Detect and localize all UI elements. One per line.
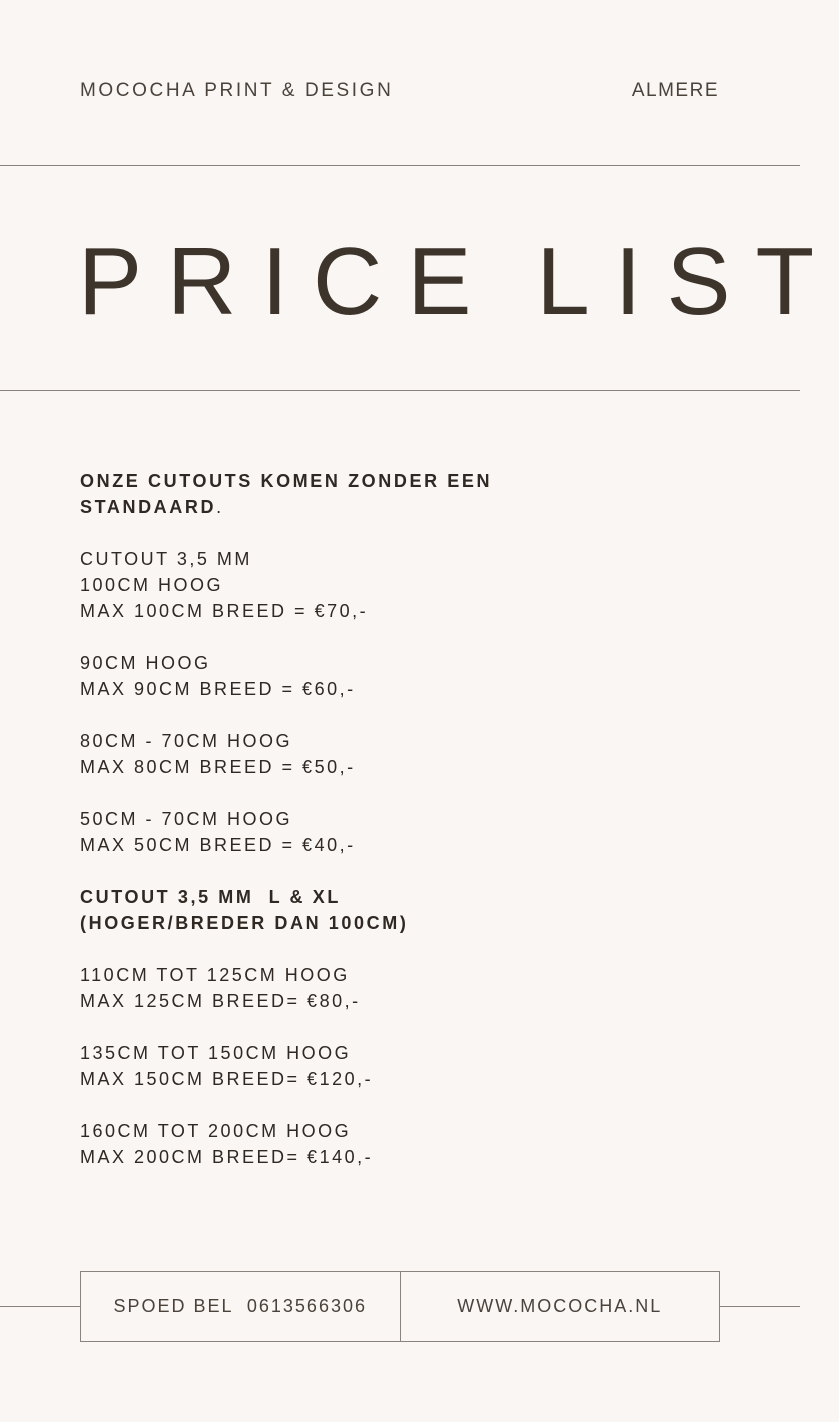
footer-contact-box <box>80 1271 720 1342</box>
price-line: MAX 200CM BREED= €140,- <box>80 1147 374 1167</box>
price-block-125 <box>80 962 580 1014</box>
price-line: 110CM TOT 125CM HOOG <box>80 965 350 985</box>
price-block-50 <box>80 806 580 858</box>
price-content <box>80 468 580 1196</box>
price-line: 50CM - 70CM HOOG <box>80 809 293 829</box>
price-line: 135CM TOT 150CM HOOG <box>80 1043 352 1063</box>
price-line: MAX 50CM BREED = €40,- <box>80 835 356 855</box>
price-line: MAX 90CM BREED = €60,- <box>80 679 356 699</box>
intro-period: . <box>216 497 224 517</box>
xl-heading-line-2: (HOGER/BREDER DAN 100CM) <box>80 913 409 933</box>
price-line: MAX 100CM BREED = €70,- <box>80 601 369 621</box>
page-title <box>78 222 839 342</box>
phone-contact[interactable]: SPOED BEL 0613566306 <box>113 1296 367 1316</box>
price-block-200 <box>80 1118 580 1170</box>
price-block-90 <box>80 650 580 702</box>
xl-heading-line-1: CUTOUT 3,5 MM L & XL <box>80 887 341 907</box>
title-word-list: LIST <box>536 228 839 335</box>
price-line: 90CM HOOG <box>80 653 211 673</box>
price-line: MAX 80CM BREED = €50,- <box>80 757 356 777</box>
intro-line-2 <box>80 494 580 520</box>
city-name: ALMERE <box>631 80 719 101</box>
price-block-150 <box>80 1040 580 1092</box>
price-line: 80CM - 70CM HOOG <box>80 731 293 751</box>
price-line: MAX 125CM BREED= €80,- <box>80 991 361 1011</box>
price-block-100 <box>80 546 580 624</box>
price-line: CUTOUT 3,5 MM <box>80 549 252 569</box>
price-block-80 <box>80 728 580 780</box>
price-line: MAX 150CM BREED= €120,- <box>80 1069 374 1089</box>
top-divider <box>0 165 800 166</box>
price-line: 160CM TOT 200CM HOOG <box>80 1121 352 1141</box>
intro-note <box>80 468 580 520</box>
price-line: 100CM HOOG <box>80 575 224 595</box>
intro-bold-word: STANDAARD <box>80 497 217 517</box>
xl-heading <box>80 884 580 936</box>
brand-name: MOCOCHA PRINT & DESIGN <box>80 80 394 101</box>
title-word-price: PRICE <box>78 228 497 335</box>
intro-line-1: ONZE CUTOUTS KOMEN ZONDER EEN <box>80 471 493 491</box>
title-divider <box>0 390 800 391</box>
footer-rule-right <box>720 1306 800 1307</box>
website-link[interactable]: WWW.MOCOCHA.NL <box>400 1272 720 1341</box>
footer-rule-left <box>0 1306 80 1307</box>
